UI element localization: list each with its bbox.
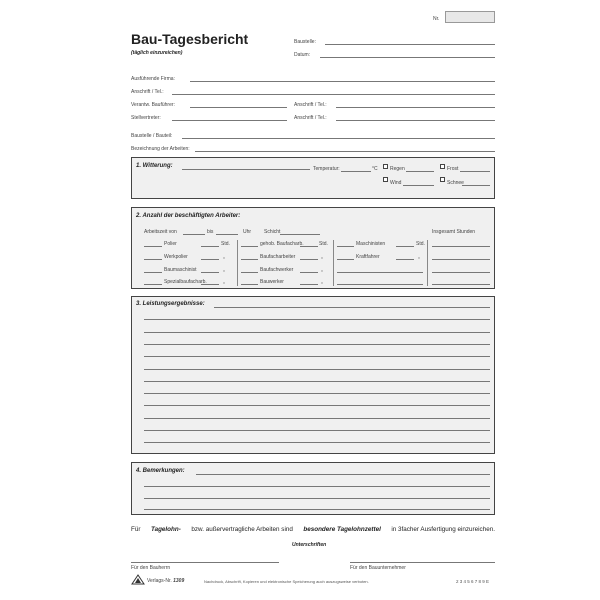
unit-label: Std.	[416, 241, 425, 247]
leistung-line[interactable]	[144, 430, 490, 431]
worker-label: Spezialbaufacharb.	[164, 279, 207, 285]
anschrift2-label: Anschrift / Tel.:	[294, 102, 327, 108]
anschrift3-label: Anschrift / Tel.:	[294, 115, 327, 121]
wind-checkbox[interactable]	[383, 177, 388, 182]
bauherr-signature[interactable]	[131, 562, 279, 563]
bauteil-field[interactable]	[182, 138, 495, 139]
unit-label: „	[321, 279, 323, 285]
page-title: Bau-Tagesbericht	[131, 31, 249, 47]
unit-label: „	[418, 254, 420, 260]
worker-label: Maschinisten	[356, 241, 386, 247]
copyright-notice: Nachdruck, Abschrift, Kopieren und elektronische Speicherung auch auszugsweise verboten.	[204, 579, 369, 584]
worker-label: Bauwerker	[260, 279, 284, 285]
unit-label: Std.	[319, 241, 328, 247]
witterung-field[interactable]	[182, 169, 310, 170]
temperatur-field[interactable]	[341, 171, 371, 172]
firma-label: Ausführende Firma:	[131, 76, 175, 82]
leistung-line[interactable]	[144, 319, 490, 320]
firma-field[interactable]	[190, 81, 495, 82]
insgesamt-label: Insgesamt Stunden	[432, 229, 476, 235]
notice-text: Für	[131, 526, 141, 533]
verlag-text: Verlags-Nr.	[147, 578, 172, 584]
arbeitszeit-label: Arbeitszeit von	[144, 229, 177, 235]
stellvertreter-field[interactable]	[172, 120, 287, 121]
worker-field[interactable]	[300, 246, 318, 247]
worker-field[interactable]	[300, 272, 318, 273]
bemerkungen-line[interactable]	[144, 498, 490, 499]
worker-field[interactable]	[201, 259, 219, 260]
bis-label: bis	[207, 229, 214, 235]
bauleiter-label: Verantw. Bauführer:	[131, 102, 175, 108]
arbeitszeit-bis[interactable]	[216, 234, 238, 235]
leistung-line[interactable]	[144, 405, 490, 406]
bauleiter-field[interactable]	[190, 107, 287, 108]
leistung-line[interactable]	[144, 393, 490, 394]
arbeiten-field[interactable]	[195, 151, 495, 152]
leistung-line[interactable]	[214, 307, 490, 308]
schnee-checkbox[interactable]	[440, 177, 445, 182]
worker-field[interactable]	[396, 259, 414, 260]
worker-label: Baumaschinist	[164, 267, 197, 273]
datum-label: Datum:	[294, 52, 311, 58]
leistung-line[interactable]	[144, 442, 490, 443]
temperatur-label: Temperatur:	[313, 166, 340, 172]
stellvertreter-label: Stellvertreter:	[131, 115, 161, 121]
total-field[interactable]	[432, 272, 490, 273]
wind-label: Wind	[390, 180, 402, 186]
worker-field[interactable]	[201, 272, 219, 273]
leistung-line[interactable]	[144, 418, 490, 419]
unit-label: „	[321, 267, 323, 273]
publisher-logo-icon	[131, 574, 145, 585]
unit-label: „	[223, 267, 225, 273]
baustelle-field[interactable]	[325, 44, 495, 45]
arbeiter-title: 2. Anzahl der beschäftigten Arbeiter:	[136, 213, 241, 219]
unterschriften-label: Unterschriften	[292, 542, 327, 548]
temperatur-unit: °C	[372, 166, 378, 172]
bauherr-label: Für den Bauherrn	[131, 565, 171, 571]
anschrift2-field[interactable]	[336, 107, 495, 108]
worker-field[interactable]	[300, 259, 318, 260]
worker-field[interactable]	[201, 246, 219, 247]
worker-label: Polier	[164, 241, 177, 247]
arbeiter-section	[131, 207, 495, 289]
witterung-title: 1. Witterung:	[136, 163, 173, 169]
verlag-nr: 1309	[173, 578, 185, 584]
regen-label: Regen	[390, 166, 405, 172]
datum-field[interactable]	[320, 57, 495, 58]
print-code: 2 3 4 5 6 7 8 9 E	[456, 579, 490, 584]
unit-label: Std.	[221, 241, 230, 247]
baustelle-label: Baustelle:	[294, 39, 316, 45]
page-subtitle: (täglich einzureichen)	[131, 50, 183, 56]
bauteil-label: Baustelle / Bauteil:	[131, 133, 173, 139]
bemerkungen-section	[131, 462, 495, 515]
unit-label: „	[223, 254, 225, 260]
anschrift-label: Anschrift / Tel.:	[131, 89, 164, 95]
verlag-label	[147, 578, 184, 584]
arbeiten-label: Bezeichnung der Arbeiten:	[131, 146, 190, 152]
arbeitszeit-von[interactable]	[183, 234, 205, 235]
notice-bold: besondere Tagelohnzettel	[303, 526, 381, 533]
leistung-title: 3. Leistungsergebnisse:	[136, 301, 205, 307]
leistung-line[interactable]	[144, 381, 490, 382]
bemerkungen-title: 4. Bemerkungen:	[136, 468, 185, 474]
anschrift3-field[interactable]	[336, 120, 495, 121]
unternehmer-signature[interactable]	[350, 562, 495, 563]
regen-checkbox[interactable]	[383, 164, 388, 169]
worker-label: Baufachwerker	[260, 267, 294, 273]
worker-field[interactable]	[300, 284, 318, 285]
regen-field[interactable]	[406, 171, 434, 172]
total-field[interactable]	[432, 246, 490, 247]
anschrift-field[interactable]	[172, 94, 495, 95]
leistung-line[interactable]	[144, 344, 490, 345]
nr-label: Nr.	[433, 16, 440, 22]
worker-label: gehob. Baufacharb.	[260, 241, 304, 247]
unit-label: „	[223, 279, 225, 285]
worker-label: Werkpolier	[164, 254, 188, 260]
schnee-field[interactable]	[462, 185, 490, 186]
leistung-line[interactable]	[144, 332, 490, 333]
bemerkungen-line[interactable]	[144, 486, 490, 487]
schnee-label: Schnee	[447, 180, 464, 186]
nr-field[interactable]	[445, 11, 495, 23]
notice-bold: Tagelohn-	[150, 526, 181, 533]
leistung-line[interactable]	[144, 356, 490, 357]
frost-label: Frost	[447, 166, 459, 172]
worker-field[interactable]	[396, 246, 414, 247]
schicht-label: Schicht	[264, 229, 281, 235]
schicht-field[interactable]	[280, 234, 320, 235]
leistung-line[interactable]	[144, 369, 490, 370]
frost-field[interactable]	[460, 171, 490, 172]
worker-label: Kraftfahrer	[356, 254, 380, 260]
wind-field[interactable]	[403, 185, 434, 186]
uhr-label: Uhr	[243, 229, 252, 235]
worker-label: Baufacharbeiter	[260, 254, 296, 260]
bemerkungen-line[interactable]	[144, 509, 490, 510]
unit-label: „	[321, 254, 323, 260]
unternehmer-label: Für den Bauunternehmer	[350, 565, 406, 571]
notice-text: bzw. außervertragliche Arbeiten sind	[191, 526, 293, 533]
total-field[interactable]	[432, 284, 490, 285]
worker-field[interactable]	[201, 284, 219, 285]
footer-notice	[131, 526, 495, 533]
notice-text: in 3facher Ausfertigung einzureichen.	[391, 526, 495, 533]
bemerkungen-line[interactable]	[196, 474, 490, 475]
total-field[interactable]	[432, 259, 490, 260]
frost-checkbox[interactable]	[440, 164, 445, 169]
